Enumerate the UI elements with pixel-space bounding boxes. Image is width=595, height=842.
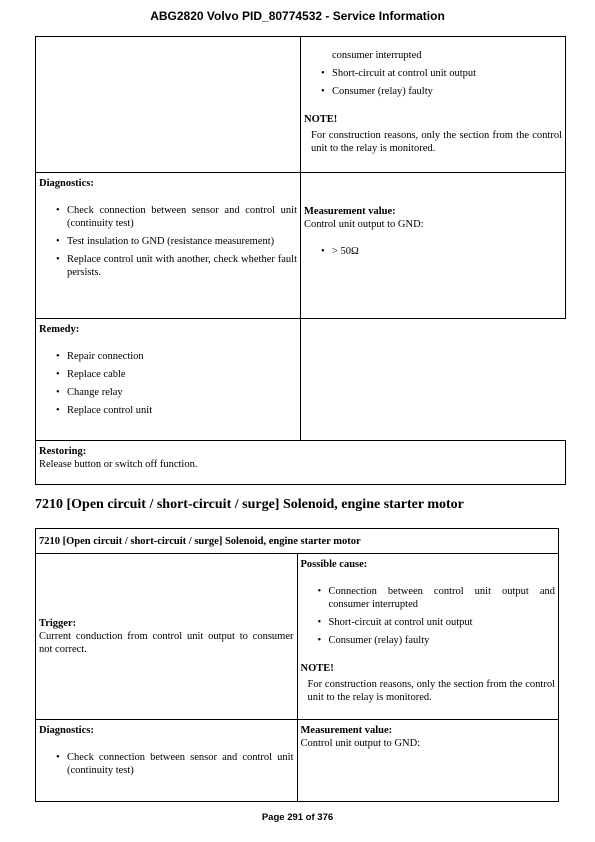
restoring-label: Restoring: <box>39 446 87 457</box>
list-item: • Test insulation to GND (resistance measurement) <box>39 235 297 248</box>
diagnostics-label: Diagnostics: <box>39 725 94 736</box>
list-item: • Check connection between sensor and control unit (continuity test) <box>39 751 294 777</box>
table-row <box>36 441 566 485</box>
remedy-cell <box>36 319 301 441</box>
table-row <box>36 37 566 173</box>
trigger-cell <box>36 554 298 720</box>
table-row <box>36 529 559 554</box>
possible-cause-cell <box>301 37 566 173</box>
trigger-text: Current conduction from control unit output to consumer not correct. <box>39 631 294 655</box>
cause-list <box>301 585 556 647</box>
list-item: consumer interrupted <box>332 50 422 61</box>
list-item: • Change relay <box>39 386 297 399</box>
diagnostics-cell <box>36 720 298 802</box>
note-text: For construction reasons, only the section from the control unit to the relay is monitored. <box>307 679 555 703</box>
list-item: • Short-circuit at control unit output <box>301 616 556 629</box>
measurement-text: Control unit output to GND: <box>300 738 421 749</box>
measurement-cell <box>297 720 559 802</box>
list-item: • Check connection between sensor and control unit (continuity test) <box>39 204 297 230</box>
note-label: NOTE! <box>304 114 338 125</box>
diagnostics-list <box>39 204 297 279</box>
measurement-label: Measurement value: <box>300 725 393 736</box>
note-label: NOTE! <box>300 663 334 674</box>
restoring-cell <box>36 441 566 485</box>
list-item: • Consumer (relay) faulty <box>301 634 556 647</box>
list-item: • Repair connection <box>39 350 297 363</box>
empty-cell <box>36 37 301 173</box>
list-item: • Replace control unit with another, check whether fault persists. <box>39 253 297 279</box>
remedy-label: Remedy: <box>39 324 80 335</box>
measurement-cell <box>301 173 566 319</box>
list-item: • > 50Ω <box>304 245 562 258</box>
remedy-list <box>39 350 297 417</box>
list-item: • Replace cable <box>39 368 297 381</box>
fault-table-continued <box>35 36 566 485</box>
diagnostics-cell <box>36 173 301 319</box>
possible-cause-cell <box>297 554 559 720</box>
empty-cell <box>301 319 566 441</box>
list-item: • Connection between control unit output and consumer interrupted <box>301 585 556 611</box>
restoring-text: Release button or switch off function. <box>39 459 198 470</box>
diagnostics-list <box>39 751 294 777</box>
page-header: ABG2820 Volvo PID_80774532 - Service Information <box>150 9 445 23</box>
note-text: For construction reasons, only the section from the control unit to the relay is monitored. <box>311 130 562 154</box>
measurement-text: Control unit output to GND: <box>304 219 424 230</box>
fault-table-7210 <box>35 528 559 802</box>
list-item: • Short-circuit at control unit output <box>304 67 562 80</box>
table-row <box>36 720 559 802</box>
list-item: • Consumer (relay) faulty <box>304 85 562 98</box>
measurement-list <box>304 245 562 258</box>
trigger-label: Trigger: <box>39 618 77 629</box>
table-row <box>36 554 559 720</box>
table-row <box>36 173 566 319</box>
table-row <box>36 319 566 441</box>
diagnostics-label: Diagnostics: <box>39 178 94 189</box>
page-footer: Page 291 of 376 <box>261 812 334 823</box>
section-heading: 7210 [Open circuit / short-circuit / surge] Solenoid, engine starter motor <box>35 497 464 512</box>
table-header: 7210 [Open circuit / short-circuit / surge] Solenoid, engine starter motor <box>36 529 559 554</box>
measurement-label: Measurement value: <box>304 206 396 217</box>
cause-list <box>304 67 562 98</box>
list-item: • Replace control unit <box>39 404 297 417</box>
possible-cause-label: Possible cause: <box>300 559 368 570</box>
